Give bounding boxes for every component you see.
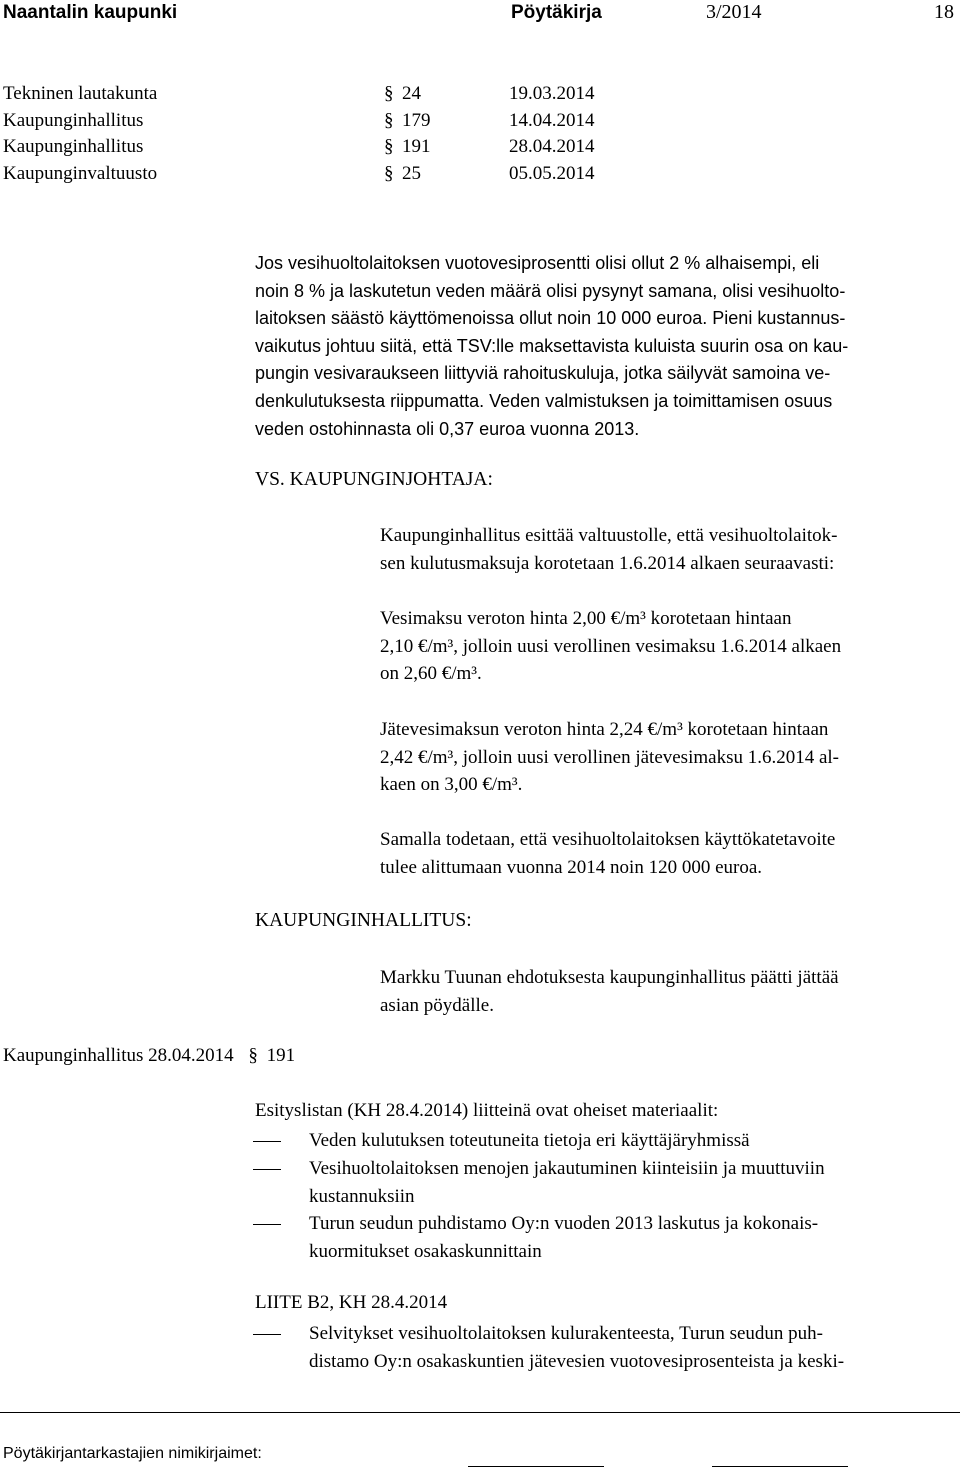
doc-type: Pöytäkirja [511, 2, 602, 23]
footer-rule [0, 1412, 960, 1413]
paragraph-line: Jätevesimaksun veroton hinta 2,24 €/m³ korotetaan hintaan [380, 719, 829, 740]
mayor-label: VS. KAUPUNGINJOHTAJA: [255, 469, 493, 490]
paragraph-line: Jos vesihuoltolaitoksen vuotovesiprosentti olisi ollut 2 % alhaisempi, eli [255, 253, 820, 273]
processing-date: 19.03.2014 [509, 83, 595, 104]
processing-section: 191 [402, 136, 431, 157]
processing-history [0, 0, 960, 184]
section-symbol: § [384, 163, 394, 184]
signature-line [468, 1466, 604, 1467]
section-symbol: § [384, 136, 394, 157]
paragraph-line: Markku Tuunan ehdotuksesta kaupunginhallitus päätti jättää [380, 967, 839, 988]
paragraph-line: kaen on 3,00 €/m³. [380, 774, 523, 796]
signatures-label: Pöytäkirjantarkastajien nimikirjaimet: [3, 1445, 262, 1462]
paragraph-line: 2,42 €/m³, jolloin uusi verollinen jätevesimaksu 1.6.2014 al- [380, 746, 839, 768]
dash-bullet [253, 1334, 281, 1335]
processing-body: Kaupunginvaltuusto [3, 163, 158, 184]
proposal-paragraph [380, 826, 835, 881]
paragraph-line: pungin vesivaraukseen liittyviä rahoituskuluja, jotka säilyvät samoina ve- [255, 363, 831, 384]
paragraph-line: denkulutuksesta riippumatta. Veden valmistuksen ja toimittamisen osuus [255, 390, 833, 411]
processing-body: Tekninen lautakunta [3, 83, 158, 104]
list-item [253, 1210, 953, 1266]
page-number: 18 [934, 1, 954, 23]
list-item-text: Veden kulutuksen toteutuneita tietoja eri käyttäjäryhmissä [309, 1130, 750, 1151]
list-item [253, 1155, 953, 1211]
paragraph-line: on 2,60 €/m³. [380, 663, 482, 685]
attachments-intro: Esityslistan (KH 28.4.2014) liitteinä ovat oheiset materiaalit: [255, 1100, 719, 1121]
dash-bullet [253, 1169, 281, 1170]
paragraph-line: 2,10 €/m³, jolloin uusi verollinen vesimaksu 1.6.2014 alkaen [380, 635, 842, 657]
list-item-text: kustannuksiin [309, 1185, 415, 1207]
processing-body: Kaupunginhallitus [3, 136, 144, 157]
paragraph-line: Kaupunginhallitus esittää valtuustolle, että vesihuoltolaitok- [380, 525, 838, 546]
list-item-text: distamo Oy:n osakaskuntien jätevesien vuotovesiprosenteista ja keski- [309, 1350, 845, 1372]
paragraph-line: noin 8 % ja laskutetun veden määrä olisi pysynyt samana, olisi vesihuolto- [255, 280, 846, 301]
processing-date: 14.04.2014 [509, 110, 595, 131]
intro-paragraph [255, 250, 848, 443]
paragraph-line: Vesimaksu veroton hinta 2,00 €/m³ korotetaan hintaan [380, 608, 792, 629]
paragraph-line: tulee alittumaan vuonna 2014 noin 120 000 euroa. [380, 856, 763, 878]
processing-body: Kaupunginhallitus [3, 110, 144, 131]
meeting-section: 191 [266, 1045, 296, 1066]
section-symbol: § [248, 1045, 258, 1066]
list-item-text: Vesihuoltolaitoksen menojen jakautuminen kiinteisiin ja muuttuviin [309, 1158, 825, 1179]
board-label: KAUPUNGINHALLITUS: [255, 910, 472, 931]
proposal-paragraph [380, 605, 841, 688]
paragraph-line: veden ostohinnasta oli 0,37 euroa vuonna 2013. [255, 418, 640, 439]
meeting-reference [3, 1045, 295, 1067]
list-item-text: Turun seudun puhdistamo Oy:n vuoden 2013 laskutus ja kokonais- [309, 1213, 819, 1234]
section-symbol: § [384, 83, 394, 104]
paragraph-line: Samalla todetaan, että vesihuoltolaitoksen käyttökatetavoite [380, 829, 836, 850]
processing-date: 28.04.2014 [509, 136, 595, 157]
list-item [253, 1320, 953, 1376]
dash-bullet [253, 1141, 281, 1142]
processing-date: 05.05.2014 [509, 163, 595, 184]
processing-section: 179 [402, 110, 431, 131]
decision-paragraph [380, 964, 839, 1019]
processing-section: 25 [402, 163, 421, 184]
paragraph-line: laitoksen säästö käyttömenoissa ollut noin 10 000 euroa. Pieni kustannus- [255, 308, 846, 329]
processing-section: 24 [402, 83, 421, 104]
list-item [253, 1127, 953, 1155]
paragraph-line: vaikutus johtuu siitä, että TSV:lle maksettavista kuluista suurin osa on kau- [255, 335, 849, 356]
list-item-text: Selvitykset vesihuoltolaitoksen kulurakenteesta, Turun seudun puh- [309, 1323, 824, 1344]
proposal-paragraph [380, 716, 839, 799]
org-name: Naantalin kaupunki [3, 2, 178, 23]
signature-line [712, 1466, 848, 1467]
issue-number: 3/2014 [706, 1, 762, 23]
dash-bullet [253, 1224, 281, 1225]
meeting-body-date: Kaupunginhallitus 28.04.2014 [3, 1045, 234, 1066]
paragraph-line: sen kulutusmaksuja korotetaan 1.6.2014 alkaen seuraavasti: [380, 552, 835, 574]
list-item-text: kuormitukset osakaskunnittain [309, 1240, 542, 1262]
paragraph-line: asian pöydälle. [380, 994, 494, 1016]
section-symbol: § [384, 110, 394, 131]
proposal-paragraph [380, 522, 838, 577]
appendix-title: LIITE B2, KH 28.4.2014 [255, 1292, 448, 1313]
